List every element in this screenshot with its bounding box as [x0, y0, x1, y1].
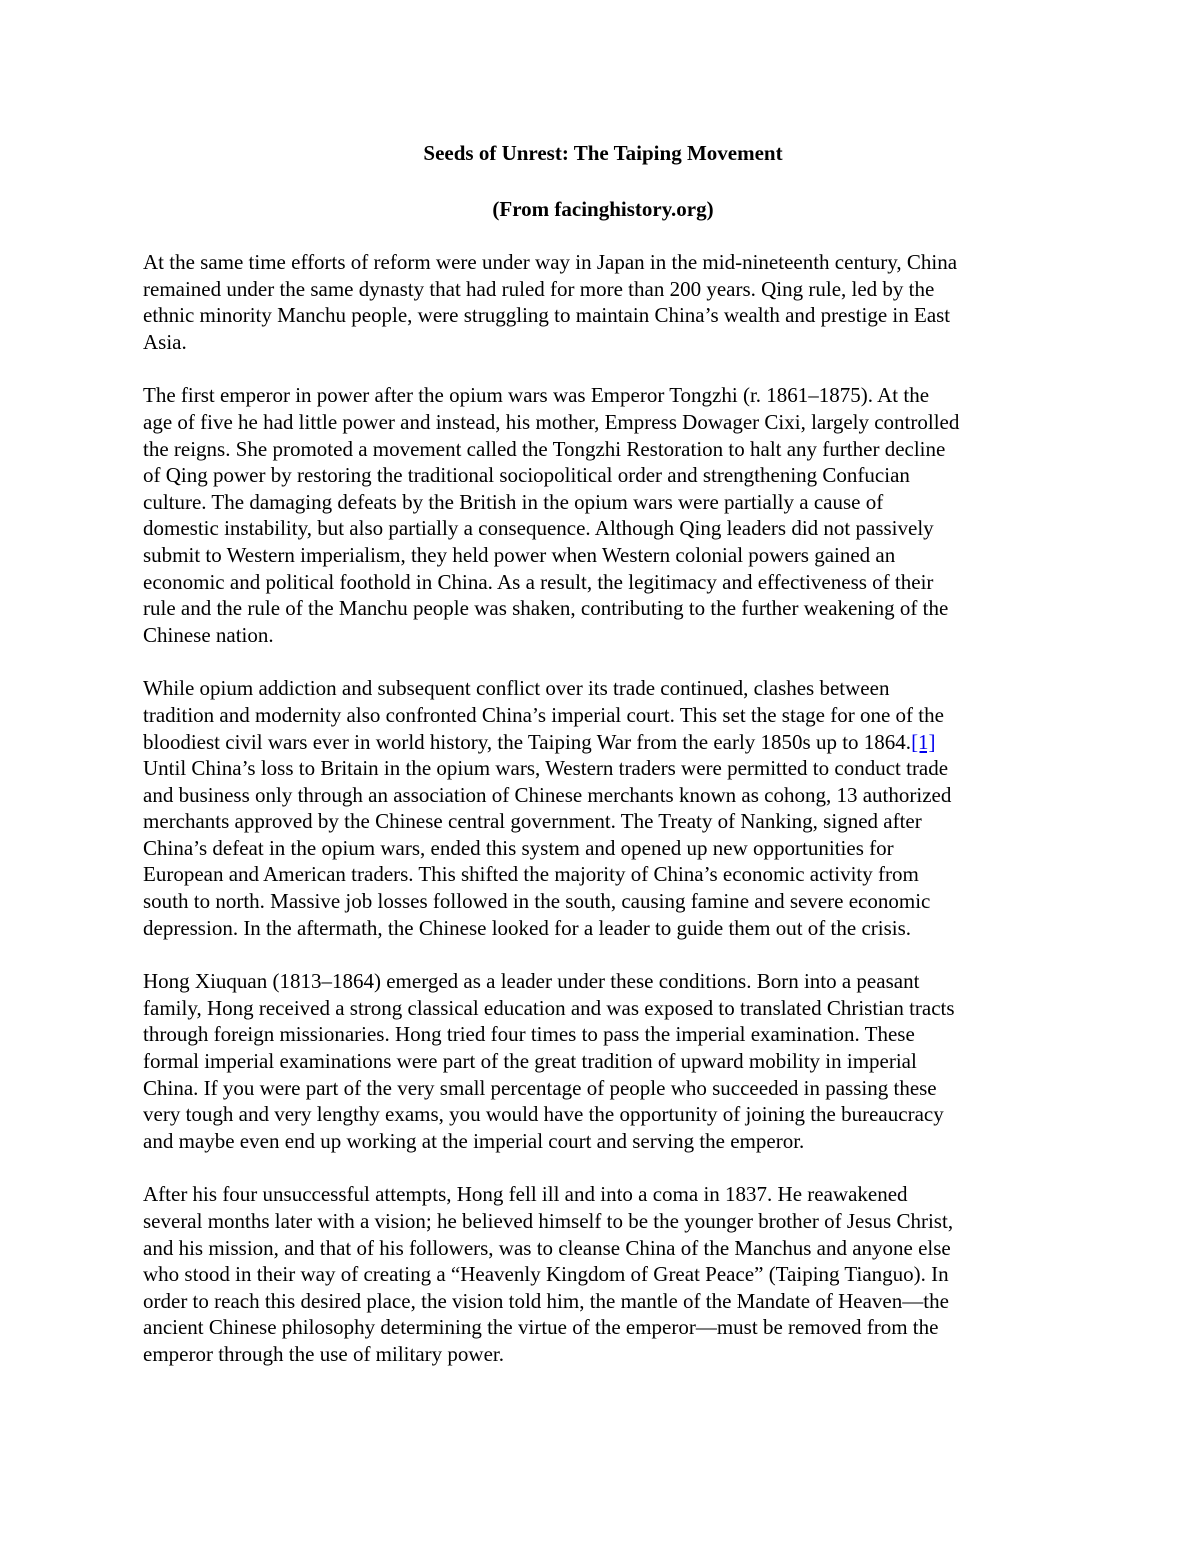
paragraph-line: economic and political foothold in China. As a result, the legitimacy and effectiveness of their [143, 569, 934, 594]
paragraph-line: merchants approved by the Chinese central government. The Treaty of Nanking, signed after [143, 809, 922, 834]
paragraph-line: ethnic minority Manchu people, were struggling to maintain China’s wealth and prestige in East [143, 303, 951, 328]
paragraph-line: Asia. [143, 329, 187, 354]
paragraph-2 [143, 382, 1063, 648]
paragraph-line: domestic instability, but also partially a consequence. Although Qing leaders did not passively [143, 516, 934, 541]
paragraph-line: Until China’s loss to Britain in the opium wars, Western traders were permitted to conduct trade [143, 756, 949, 781]
paragraph-line: order to reach this desired place, the vision told him, the mantle of the Mandate of Heaven—the [143, 1288, 949, 1313]
paragraph-line: who stood in their way of creating a “Heavenly Kingdom of Great Peace” (Taiping Tianguo). In [143, 1262, 949, 1287]
paragraph-line: European and American traders. This shifted the majority of China’s economic activity from [143, 862, 919, 887]
document-source: (From facinghistory.org) [492, 197, 714, 221]
paragraph-line: emperor through the use of military power. [143, 1341, 504, 1366]
paragraph-4 [143, 968, 1063, 1154]
paragraph-line-with-footnote [143, 729, 1063, 756]
paragraph-line: depression. In the aftermath, the Chinese looked for a leader to guide them out of the crisis. [143, 915, 912, 940]
paragraph-3 [143, 675, 1063, 941]
paragraph-1 [143, 249, 1063, 355]
paragraph-line: south to north. Massive job losses followed in the south, causing famine and severe economic [143, 889, 931, 914]
paragraph-line: of Qing power by restoring the traditional sociopolitical order and strengthening Confucian [143, 463, 910, 488]
document-page [143, 140, 1063, 1395]
paragraph-line: At the same time efforts of reform were under way in Japan in the mid-nineteenth century, China [143, 250, 958, 274]
footnote-link[interactable]: [1] [911, 729, 936, 754]
paragraph-line: ancient Chinese philosophy determining the virtue of the emperor—must be removed from the [143, 1315, 939, 1340]
paragraph-line: age of five he had little power and instead, his mother, Empress Dowager Cixi, largely controlled [143, 409, 960, 434]
paragraph-line: and his mission, and that of his followers, was to cleanse China of the Manchus and anyone else [143, 1235, 951, 1260]
paragraph-line: rule and the rule of the Manchu people was shaken, contributing to the further weakening of the [143, 596, 949, 621]
paragraph-line: tradition and modernity also confronted China’s imperial court. This set the stage for one of the [143, 702, 944, 727]
paragraph-line-text: bloodiest civil wars ever in world history, the Taiping War from the early 1850s up to 1864. [143, 729, 912, 754]
paragraph-line: formal imperial examinations were part of the great tradition of upward mobility in imperial [143, 1049, 917, 1074]
paragraph-line: China’s defeat in the opium wars, ended this system and opened up new opportunities for [143, 835, 894, 860]
paragraph-line: China. If you were part of the very small percentage of people who succeeded in passing these [143, 1075, 937, 1100]
paragraph-line: and business only through an association of Chinese merchants known as cohong, 13 authorized [143, 782, 952, 807]
document-title: Seeds of Unrest: The Taiping Movement [423, 141, 783, 165]
paragraph-line: remained under the same dynasty that had ruled for more than 200 years. Qing rule, led by the [143, 276, 935, 301]
paragraph-line: family, Hong received a strong classical education and was exposed to translated Christian tracts [143, 995, 955, 1020]
paragraph-line: very tough and very lengthy exams, you would have the opportunity of joining the bureaucracy [143, 1102, 944, 1127]
paragraph-line: and maybe even end up working at the imperial court and serving the emperor. [143, 1128, 805, 1153]
paragraph-line: Hong Xiuquan (1813–1864) emerged as a leader under these conditions. Born into a peasant [143, 969, 920, 994]
paragraph-line: several months later with a vision; he believed himself to be the younger brother of Jesus Christ, [143, 1209, 954, 1233]
paragraph-line: While opium addiction and subsequent conflict over its trade continued, clashes between [143, 676, 890, 701]
paragraph-line: the reigns. She promoted a movement called the Tongzhi Restoration to halt any further decline [143, 436, 946, 461]
paragraph-5 [143, 1181, 1063, 1367]
paragraph-line: culture. The damaging defeats by the British in the opium wars were partially a cause of [143, 489, 884, 514]
paragraph-line: The first emperor in power after the opium wars was Emperor Tongzhi (r. 1861–1875). At the [143, 383, 930, 408]
paragraph-line: Chinese nation. [143, 622, 274, 647]
paragraph-line: through foreign missionaries. Hong tried four times to pass the imperial examination. These [143, 1022, 915, 1047]
paragraph-line: submit to Western imperialism, they held power when Western colonial powers gained an [143, 542, 896, 567]
paragraph-line: After his four unsuccessful attempts, Hong fell ill and into a coma in 1837. He reawakened [143, 1182, 908, 1207]
